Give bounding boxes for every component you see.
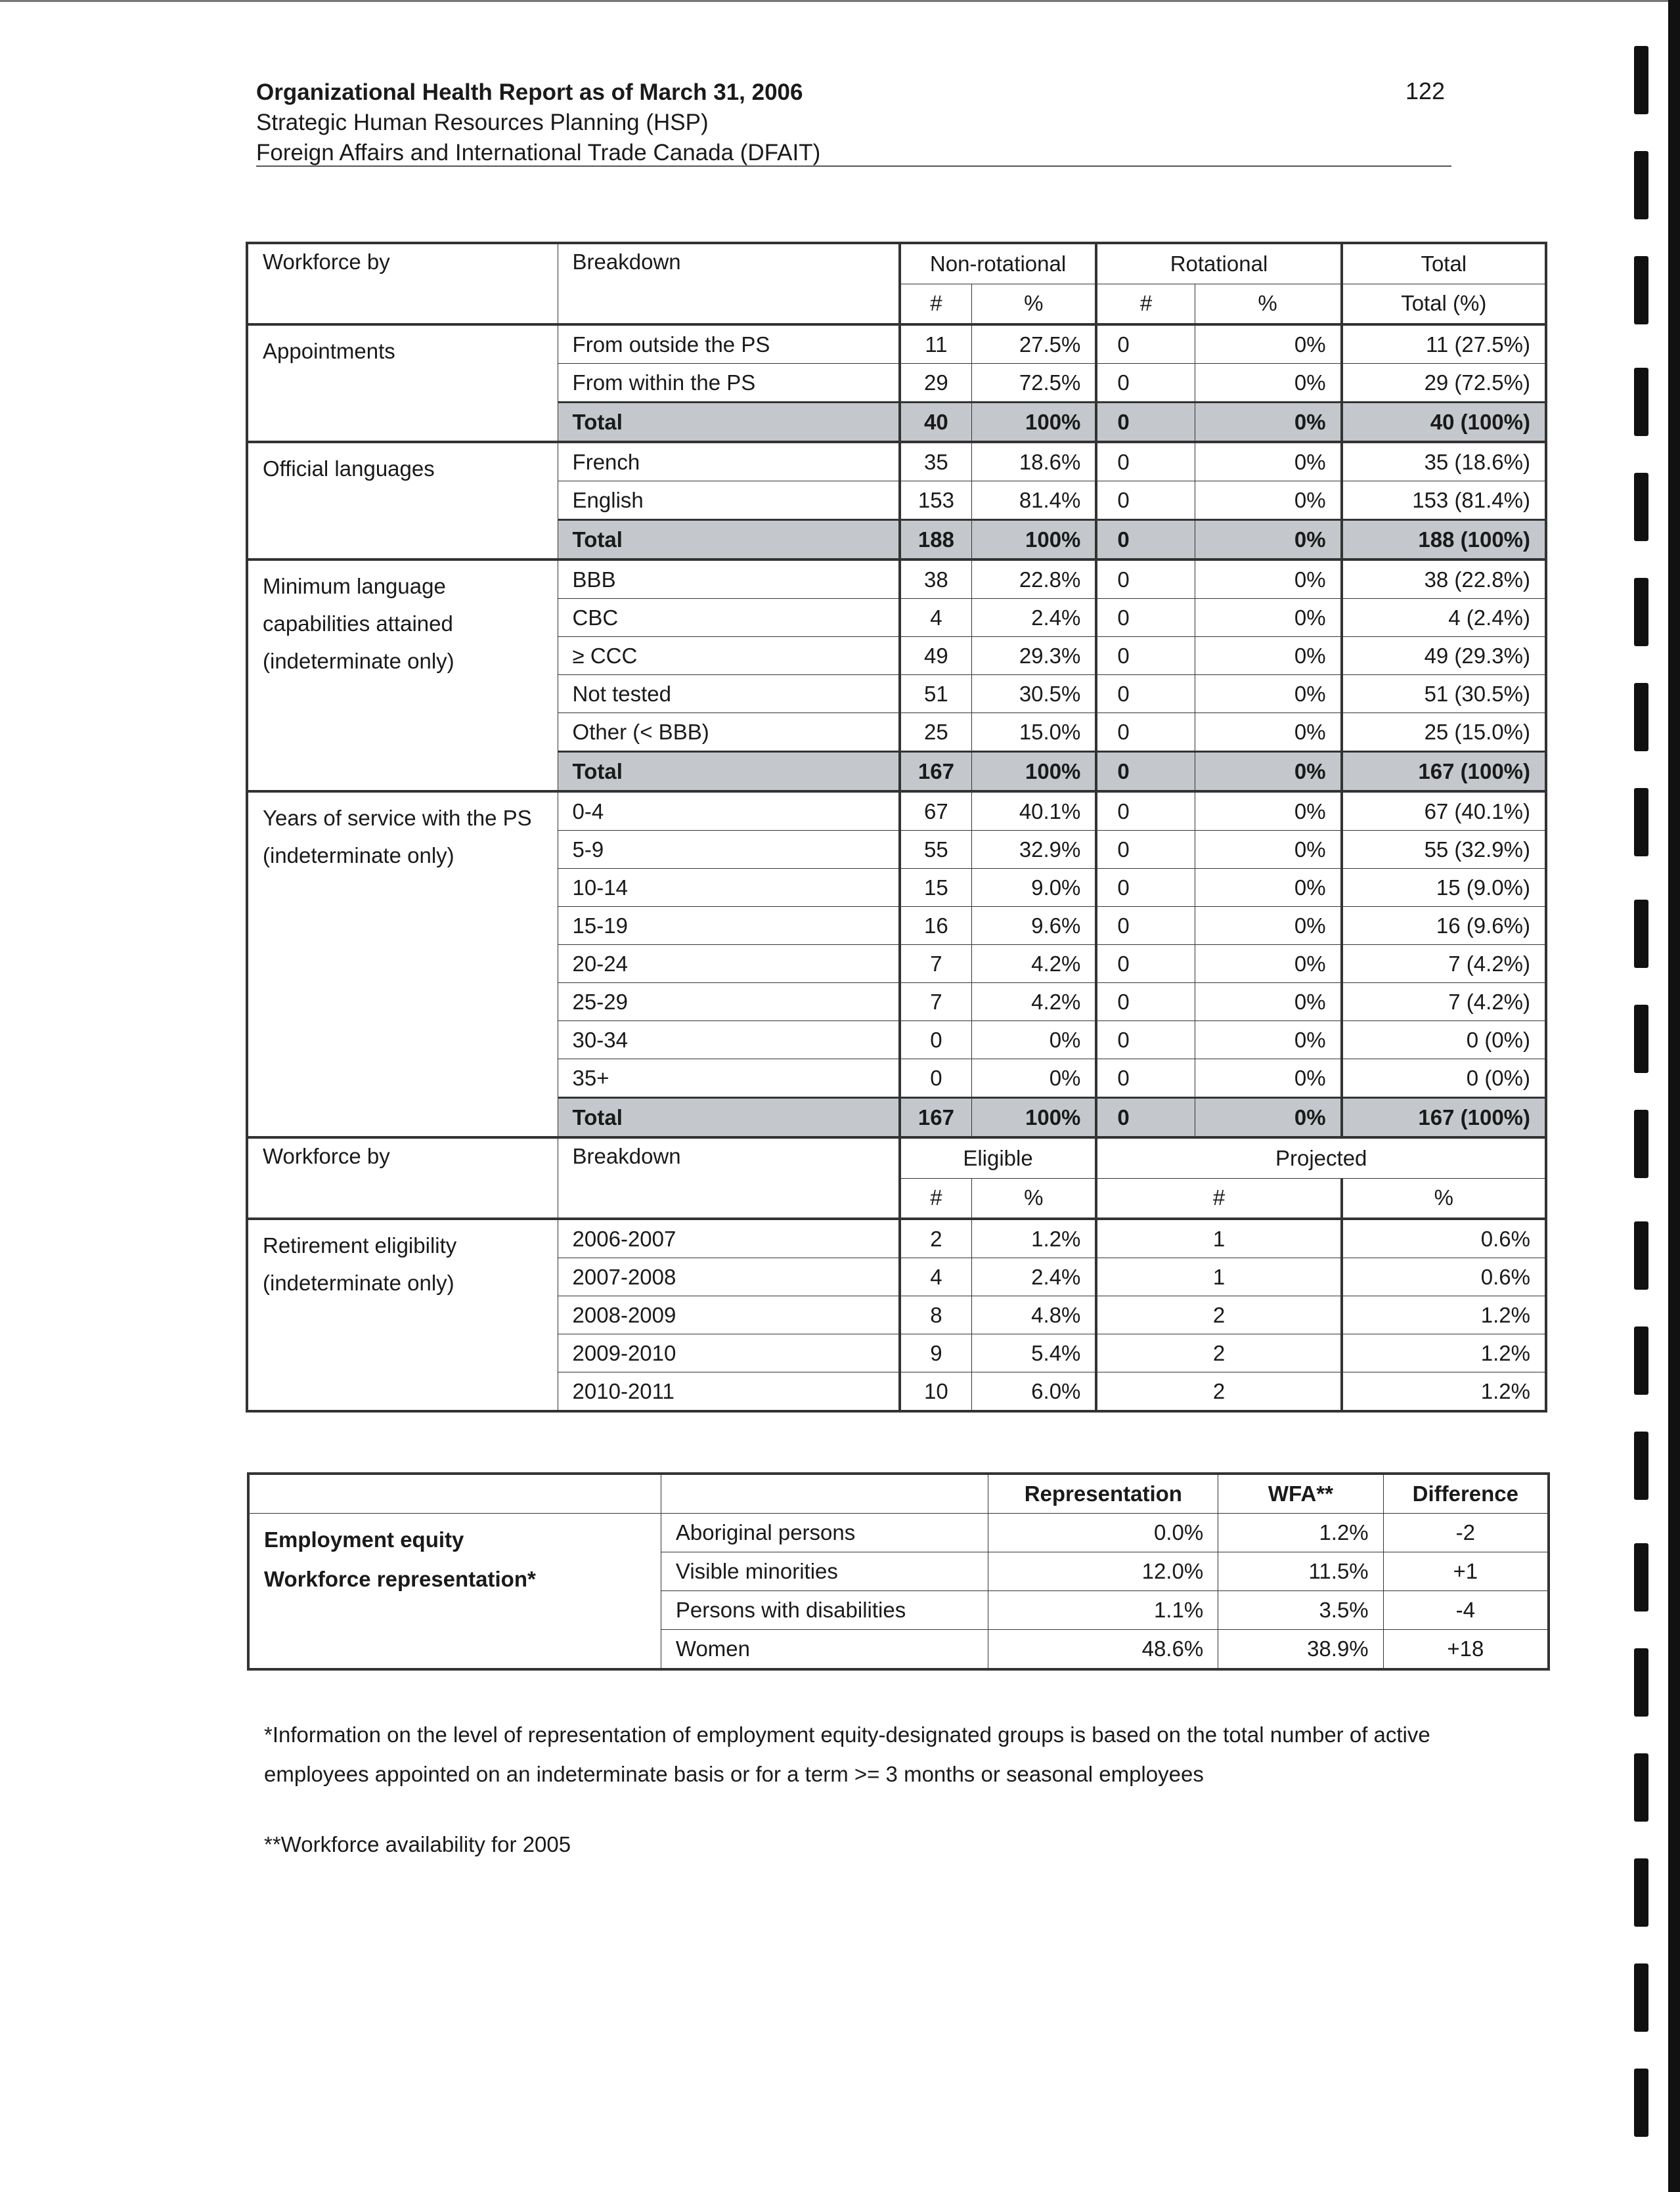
total-cell: 15 (9.0%) bbox=[1342, 869, 1546, 907]
eligible-percent-cell: 4.8% bbox=[972, 1296, 1097, 1334]
category-label-line: (indeterminate only) bbox=[263, 843, 454, 867]
nonrot-percent-cell: 4.2% bbox=[972, 983, 1097, 1021]
total-cell: 7 (4.2%) bbox=[1342, 983, 1546, 1021]
nonrot-count-cell: 188 bbox=[900, 520, 972, 560]
projected-percent-cell: 1.2% bbox=[1342, 1372, 1546, 1412]
nonrot-count-cell: 0 bbox=[900, 1059, 972, 1098]
total-cell: 29 (72.5%) bbox=[1342, 364, 1546, 403]
binder-hole-mark bbox=[1634, 256, 1648, 324]
rot-percent-cell: 0% bbox=[1195, 1098, 1342, 1138]
workforce-by-header: Workforce by bbox=[247, 243, 558, 324]
binder-hole-mark bbox=[1634, 1221, 1648, 1290]
difference-header: Difference bbox=[1383, 1474, 1549, 1514]
rot-count-cell: 0 bbox=[1096, 752, 1195, 792]
binder-hole-mark bbox=[1634, 473, 1648, 541]
nonrot-percent-cell: 100% bbox=[972, 1098, 1097, 1138]
wfa-cell: 1.2% bbox=[1218, 1514, 1383, 1552]
nonrot-count-cell: 29 bbox=[900, 364, 972, 403]
rot-percent-cell: 0% bbox=[1195, 983, 1342, 1021]
rot-count-cell: 0 bbox=[1096, 559, 1195, 599]
rot-count-cell: 0 bbox=[1096, 1021, 1195, 1059]
wfa-cell: 11.5% bbox=[1218, 1552, 1383, 1591]
total-cell: 167 (100%) bbox=[1342, 752, 1546, 792]
category-label-line: Retirement eligibility bbox=[263, 1233, 457, 1258]
nonrot-percent-cell: 22.8% bbox=[972, 559, 1097, 599]
breakdown-cell: Total bbox=[558, 403, 900, 443]
total-cell: 16 (9.6%) bbox=[1342, 907, 1546, 945]
binder-hole-mark bbox=[1634, 1432, 1648, 1500]
projected-percent-header: % bbox=[1342, 1178, 1546, 1219]
scan-right-edge bbox=[1668, 0, 1680, 2192]
eligible-count-cell: 10 bbox=[900, 1372, 972, 1412]
rot-percent-cell: 0% bbox=[1195, 481, 1342, 520]
rot-count-cell: 0 bbox=[1096, 324, 1195, 364]
wfa-cell: 3.5% bbox=[1218, 1591, 1383, 1630]
rot-count-cell: 0 bbox=[1096, 599, 1195, 637]
projected-percent-cell: 0.6% bbox=[1342, 1219, 1546, 1258]
binder-hole-mark bbox=[1634, 1963, 1648, 2032]
rot-percent-cell: 0% bbox=[1195, 1021, 1342, 1059]
rot-percent-cell: 0% bbox=[1195, 713, 1342, 752]
nonrot-percent-cell: 4.2% bbox=[972, 945, 1097, 983]
retirement-header-row bbox=[247, 1137, 1546, 1178]
workforce-category bbox=[247, 559, 558, 791]
total-cell: 11 (27.5%) bbox=[1342, 324, 1546, 364]
representation-cell: 12.0% bbox=[988, 1552, 1218, 1591]
rot-count-cell: 0 bbox=[1096, 481, 1195, 520]
breakdown-cell: English bbox=[558, 481, 900, 520]
rot-count-cell: 0 bbox=[1096, 907, 1195, 945]
category-label-line: Years of service with the PS bbox=[263, 806, 532, 830]
rot-count-cell: 0 bbox=[1096, 945, 1195, 983]
breakdown-cell: Total bbox=[558, 520, 900, 560]
breakdown-header: Breakdown bbox=[558, 243, 900, 324]
rot-percent-cell: 0% bbox=[1195, 559, 1342, 599]
eligible-percent-header: % bbox=[972, 1178, 1097, 1219]
header-rule bbox=[256, 165, 1451, 167]
rot-count-header: # bbox=[1096, 284, 1195, 324]
report-header bbox=[256, 77, 1451, 168]
scan-top-edge bbox=[0, 0, 1680, 2]
breakdown-cell: From outside the PS bbox=[558, 324, 900, 364]
breakdown-cell: Other (< BBB) bbox=[558, 713, 900, 752]
category-label-line: (indeterminate only) bbox=[263, 649, 454, 673]
nonrot-count-cell: 51 bbox=[900, 675, 972, 713]
representation-cell: 0.0% bbox=[988, 1514, 1218, 1552]
nonrot-count-cell: 167 bbox=[900, 1098, 972, 1138]
projected-count-cell: 2 bbox=[1096, 1296, 1341, 1334]
nonrot-percent-cell: 0% bbox=[972, 1021, 1097, 1059]
nonrot-percent-cell: 40.1% bbox=[972, 791, 1097, 831]
breakdown-cell: 25-29 bbox=[558, 983, 900, 1021]
rot-percent-cell: 0% bbox=[1195, 907, 1342, 945]
projected-count-cell: 1 bbox=[1096, 1219, 1341, 1258]
rot-percent-cell: 0% bbox=[1195, 403, 1342, 443]
nonrot-percent-cell: 15.0% bbox=[972, 713, 1097, 752]
difference-cell: -4 bbox=[1383, 1591, 1549, 1630]
nonrot-count-cell: 0 bbox=[900, 1021, 972, 1059]
total-cell: 51 (30.5%) bbox=[1342, 675, 1546, 713]
nonrot-percent-cell: 9.6% bbox=[972, 907, 1097, 945]
nonrot-count-cell: 4 bbox=[900, 599, 972, 637]
ee-header-row bbox=[248, 1474, 1549, 1514]
ee-title-cell bbox=[248, 1514, 661, 1670]
rot-count-cell: 0 bbox=[1096, 675, 1195, 713]
rot-percent-cell: 0% bbox=[1195, 791, 1342, 831]
representation-cell: 1.1% bbox=[988, 1591, 1218, 1630]
binder-hole-mark bbox=[1634, 2069, 1648, 2137]
nonrot-count-cell: 35 bbox=[900, 442, 972, 481]
nonrot-count-cell: 40 bbox=[900, 403, 972, 443]
projected-percent-cell: 1.2% bbox=[1342, 1334, 1546, 1372]
wfa-cell: 38.9% bbox=[1218, 1630, 1383, 1670]
nonrot-count-cell: 25 bbox=[900, 713, 972, 752]
difference-cell: +1 bbox=[1383, 1552, 1549, 1591]
nonrot-percent-cell: 9.0% bbox=[972, 869, 1097, 907]
projected-count-cell: 2 bbox=[1096, 1334, 1341, 1372]
rot-count-cell: 0 bbox=[1096, 1098, 1195, 1138]
binder-hole-mark bbox=[1634, 1005, 1648, 1073]
total-cell: 25 (15.0%) bbox=[1342, 713, 1546, 752]
ee-title-line: Workforce representation* bbox=[264, 1567, 536, 1591]
rot-count-cell: 0 bbox=[1096, 713, 1195, 752]
binder-hole-mark bbox=[1634, 1648, 1648, 1717]
employment-equity-table bbox=[247, 1472, 1550, 1671]
table-row bbox=[247, 442, 1546, 481]
workforce-category bbox=[247, 791, 558, 1137]
total-cell: 7 (4.2%) bbox=[1342, 945, 1546, 983]
category-label-line: Official languages bbox=[263, 456, 435, 481]
breakdown-cell: Not tested bbox=[558, 675, 900, 713]
breakdown-cell: 15-19 bbox=[558, 907, 900, 945]
nonrot-percent-cell: 29.3% bbox=[972, 637, 1097, 675]
nonrot-percent-cell: 100% bbox=[972, 403, 1097, 443]
eligible-percent-cell: 5.4% bbox=[972, 1334, 1097, 1372]
breakdown-cell: 0-4 bbox=[558, 791, 900, 831]
breakdown-cell: ≥ CCC bbox=[558, 637, 900, 675]
ee-title-line: Employment equity bbox=[264, 1527, 464, 1552]
nonrot-count-cell: 15 bbox=[900, 869, 972, 907]
nonrot-count-cell: 7 bbox=[900, 983, 972, 1021]
rot-percent-cell: 0% bbox=[1195, 599, 1342, 637]
binder-hole-mark bbox=[1634, 1543, 1648, 1611]
eligible-count-cell: 8 bbox=[900, 1296, 972, 1334]
breakdown-cell: CBC bbox=[558, 599, 900, 637]
eligible-count-cell: 9 bbox=[900, 1334, 972, 1372]
total-cell: 67 (40.1%) bbox=[1342, 791, 1546, 831]
total-percent-header: Total (%) bbox=[1342, 284, 1546, 324]
breakdown-cell: 20-24 bbox=[558, 945, 900, 983]
binder-hole-mark bbox=[1634, 1858, 1648, 1927]
rot-percent-cell: 0% bbox=[1195, 364, 1342, 403]
table-row bbox=[247, 1219, 1546, 1258]
breakdown-cell: 2008-2009 bbox=[558, 1296, 900, 1334]
rot-count-cell: 0 bbox=[1096, 520, 1195, 560]
workforce-by-header: Workforce by bbox=[247, 1137, 558, 1219]
department-name: Foreign Affairs and International Trade Canada (DFAIT) bbox=[256, 140, 821, 165]
nonrot-percent-cell: 18.6% bbox=[972, 442, 1097, 481]
nonrot-percent-cell: 27.5% bbox=[972, 324, 1097, 364]
rot-count-cell: 0 bbox=[1096, 1059, 1195, 1098]
binder-hole-mark bbox=[1634, 1110, 1648, 1178]
rot-count-cell: 0 bbox=[1096, 403, 1195, 443]
eligible-count-cell: 2 bbox=[900, 1219, 972, 1258]
rot-percent-cell: 0% bbox=[1195, 869, 1342, 907]
binder-hole-mark bbox=[1634, 900, 1648, 968]
ee-blank-cell bbox=[248, 1474, 661, 1514]
rot-count-cell: 0 bbox=[1096, 791, 1195, 831]
rot-percent-cell: 0% bbox=[1195, 520, 1342, 560]
eligible-percent-cell: 6.0% bbox=[972, 1372, 1097, 1412]
total-cell: 40 (100%) bbox=[1342, 403, 1546, 443]
nonrot-count-cell: 167 bbox=[900, 752, 972, 792]
breakdown-header: Breakdown bbox=[558, 1137, 900, 1219]
nonrot-count-cell: 67 bbox=[900, 791, 972, 831]
nonrot-percent-cell: 2.4% bbox=[972, 599, 1097, 637]
binder-hole-mark bbox=[1634, 683, 1648, 751]
total-cell: 4 (2.4%) bbox=[1342, 599, 1546, 637]
breakdown-cell: BBB bbox=[558, 559, 900, 599]
page-number: 122 bbox=[1405, 77, 1446, 104]
breakdown-cell: 2010-2011 bbox=[558, 1372, 900, 1412]
ee-group-cell: Aboriginal persons bbox=[661, 1514, 988, 1552]
nonrot-count-cell: 55 bbox=[900, 831, 972, 869]
breakdown-cell: 2007-2008 bbox=[558, 1258, 900, 1296]
eligible-percent-cell: 1.2% bbox=[972, 1219, 1097, 1258]
report-title: Organizational Health Report as of March 31, 2006 bbox=[256, 79, 803, 105]
projected-header: Projected bbox=[1096, 1137, 1546, 1178]
workforce-category bbox=[247, 442, 558, 559]
representation-header: Representation bbox=[988, 1474, 1218, 1514]
representation-cell: 48.6% bbox=[988, 1630, 1218, 1670]
total-cell: 49 (29.3%) bbox=[1342, 637, 1546, 675]
nonrot-count-cell: 38 bbox=[900, 559, 972, 599]
projected-percent-cell: 1.2% bbox=[1342, 1296, 1546, 1334]
difference-cell: +18 bbox=[1383, 1630, 1549, 1670]
workforce-category bbox=[247, 324, 558, 442]
category-label-line: Appointments bbox=[263, 339, 395, 363]
rotational-header: Rotational bbox=[1096, 243, 1341, 284]
nonrot-count-cell: 16 bbox=[900, 907, 972, 945]
nonrot-percent-cell: 81.4% bbox=[972, 481, 1097, 520]
total-cell: 0 (0%) bbox=[1342, 1059, 1546, 1098]
rot-percent-cell: 0% bbox=[1195, 442, 1342, 481]
eligible-percent-cell: 2.4% bbox=[972, 1258, 1097, 1296]
binder-hole-mark bbox=[1634, 578, 1648, 646]
nonrot-percent-cell: 100% bbox=[972, 520, 1097, 560]
nonrot-count-cell: 49 bbox=[900, 637, 972, 675]
rot-percent-cell: 0% bbox=[1195, 675, 1342, 713]
eligible-count-header: # bbox=[900, 1178, 972, 1219]
workforce-table bbox=[246, 242, 1547, 1413]
nonrot-count-cell: 153 bbox=[900, 481, 972, 520]
breakdown-cell: Total bbox=[558, 1098, 900, 1138]
breakdown-cell: 35+ bbox=[558, 1059, 900, 1098]
binder-hole-mark bbox=[1634, 1753, 1648, 1822]
nonrot-count-cell: 7 bbox=[900, 945, 972, 983]
projected-count-header: # bbox=[1096, 1178, 1341, 1219]
nonrot-percent-cell: 100% bbox=[972, 752, 1097, 792]
ee-group-cell: Visible minorities bbox=[661, 1552, 988, 1591]
rot-count-cell: 0 bbox=[1096, 869, 1195, 907]
total-cell: 153 (81.4%) bbox=[1342, 481, 1546, 520]
ee-group-cell: Persons with disabilities bbox=[661, 1591, 988, 1630]
ee-row bbox=[248, 1514, 1549, 1552]
rot-percent-cell: 0% bbox=[1195, 752, 1342, 792]
table-header-row bbox=[247, 243, 1546, 284]
breakdown-cell: 2009-2010 bbox=[558, 1334, 900, 1372]
footnote-representation: *Information on the level of representation of employment equity-designated groups is based on the total number of active employees appointed on an indeterminate basis or for a term >= 3 months or seasonal employees bbox=[264, 1722, 1430, 1786]
breakdown-cell: From within the PS bbox=[558, 364, 900, 403]
total-cell: 0 (0%) bbox=[1342, 1021, 1546, 1059]
total-cell: 167 (100%) bbox=[1342, 1098, 1546, 1138]
rot-count-cell: 0 bbox=[1096, 364, 1195, 403]
breakdown-cell: 10-14 bbox=[558, 869, 900, 907]
report-subtitle: Strategic Human Resources Planning (HSP) bbox=[256, 110, 709, 135]
total-header: Total bbox=[1342, 243, 1546, 284]
total-cell: 38 (22.8%) bbox=[1342, 559, 1546, 599]
non-rotational-header: Non-rotational bbox=[900, 243, 1097, 284]
rot-percent-cell: 0% bbox=[1195, 1059, 1342, 1098]
nonrot-count-header: # bbox=[900, 284, 972, 324]
projected-count-cell: 2 bbox=[1096, 1372, 1341, 1412]
breakdown-cell: 5-9 bbox=[558, 831, 900, 869]
binder-hole-mark bbox=[1634, 46, 1648, 114]
breakdown-cell: French bbox=[558, 442, 900, 481]
nonrot-percent-cell: 0% bbox=[972, 1059, 1097, 1098]
total-cell: 35 (18.6%) bbox=[1342, 442, 1546, 481]
total-cell: 188 (100%) bbox=[1342, 520, 1546, 560]
table-row bbox=[247, 791, 1546, 831]
ee-blank-cell bbox=[661, 1474, 988, 1514]
binder-hole-mark bbox=[1634, 368, 1648, 436]
projected-percent-cell: 0.6% bbox=[1342, 1258, 1546, 1296]
rot-count-cell: 0 bbox=[1096, 442, 1195, 481]
binder-hole-mark bbox=[1634, 151, 1648, 219]
breakdown-cell: 2006-2007 bbox=[558, 1219, 900, 1258]
rot-percent-cell: 0% bbox=[1195, 324, 1342, 364]
breakdown-cell: 30-34 bbox=[558, 1021, 900, 1059]
nonrot-percent-cell: 72.5% bbox=[972, 364, 1097, 403]
table-row bbox=[247, 559, 1546, 599]
footnote-wfa: **Workforce availability for 2005 bbox=[264, 1832, 571, 1856]
rot-percent-header: % bbox=[1195, 284, 1342, 324]
rot-percent-cell: 0% bbox=[1195, 831, 1342, 869]
binder-hole-mark bbox=[1634, 1326, 1648, 1395]
nonrot-percent-header: % bbox=[972, 284, 1097, 324]
total-cell: 55 (32.9%) bbox=[1342, 831, 1546, 869]
nonrot-count-cell: 11 bbox=[900, 324, 972, 364]
difference-cell: -2 bbox=[1383, 1514, 1549, 1552]
binder-hole-mark bbox=[1634, 788, 1648, 856]
category-label-line: (indeterminate only) bbox=[263, 1271, 454, 1295]
rot-count-cell: 0 bbox=[1096, 983, 1195, 1021]
rot-percent-cell: 0% bbox=[1195, 637, 1342, 675]
workforce-category bbox=[247, 1219, 558, 1411]
rot-count-cell: 0 bbox=[1096, 831, 1195, 869]
nonrot-percent-cell: 30.5% bbox=[972, 675, 1097, 713]
rot-percent-cell: 0% bbox=[1195, 945, 1342, 983]
category-label-line: Minimum language bbox=[263, 574, 446, 598]
rot-count-cell: 0 bbox=[1096, 637, 1195, 675]
projected-count-cell: 1 bbox=[1096, 1258, 1341, 1296]
table-row bbox=[247, 324, 1546, 364]
nonrot-percent-cell: 32.9% bbox=[972, 831, 1097, 869]
eligible-header: Eligible bbox=[900, 1137, 1097, 1178]
wfa-header: WFA** bbox=[1218, 1474, 1383, 1514]
eligible-count-cell: 4 bbox=[900, 1258, 972, 1296]
breakdown-cell: Total bbox=[558, 752, 900, 792]
ee-group-cell: Women bbox=[661, 1630, 988, 1670]
category-label-line: capabilities attained bbox=[263, 611, 453, 636]
